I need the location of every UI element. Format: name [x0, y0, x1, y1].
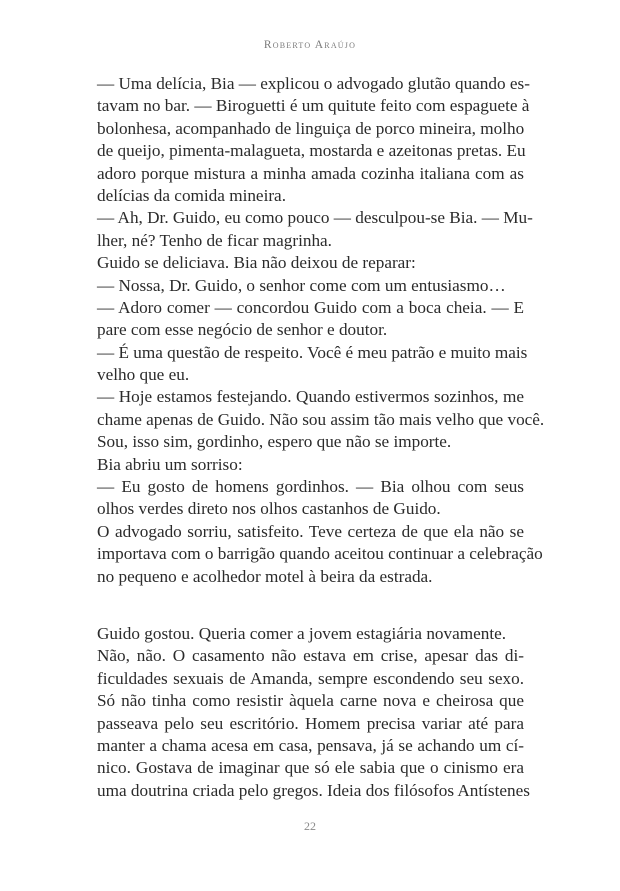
text-line: velho que eu. — [97, 365, 190, 385]
text-line: — Hoje estamos festejando. Quando estivermos sozinhos, me — [97, 387, 524, 407]
text-block-dialogue — [97, 73, 545, 588]
running-head: Roberto Araújo — [263, 39, 357, 51]
text-line: chame apenas de Guido. Não sou assim tão mais velho que você. — [97, 409, 545, 429]
text-line: Sou, isso sim, gordinho, espero que não se importe. — [97, 432, 452, 452]
text-line: — Ah, Dr. Guido, eu como pouco — desculpou-se Bia. — Mu- — [97, 208, 533, 228]
text-line: no pequeno e acolhedor motel à beira da estrada. — [97, 566, 433, 586]
text-line: Bia abriu um sorriso: — [97, 454, 243, 474]
text-line: nico. Gostava de imaginar que só ele sabia que o cinismo era — [97, 758, 524, 778]
text-line: importava com o barrigão quando aceitou continuar a celebração — [97, 544, 543, 564]
text-line: delícias da comida mineira. — [97, 185, 286, 205]
text-line: Não, não. O casamento não estava em crise, apesar das di- — [97, 646, 524, 666]
text-line: tavam no bar. — Biroguetti é um quitute feito com espaguete à — [97, 96, 530, 116]
text-line: — Eu gosto de homens gordinhos. — Bia olhou com seus — [97, 477, 524, 497]
text-line: — É uma questão de respeito. Você é meu patrão e muito mais — [97, 342, 528, 362]
text-line: pare com esse negócio de senhor e doutor. — [97, 320, 388, 340]
text-line: — Nossa, Dr. Guido, o senhor come com um entusiasmo… — [97, 275, 506, 295]
text-line: de queijo, pimenta-malagueta, mostarda e azeitonas pretas. Eu — [97, 141, 526, 161]
page-number: 22 — [304, 819, 316, 833]
text-line: bolonhesa, acompanhado de linguiça de porco mineira, molho — [97, 118, 525, 138]
text-block-narration — [97, 623, 530, 802]
text-line: olhos verdes direto nos olhos castanhos de Guido. — [97, 499, 441, 519]
text-line: Guido se deliciava. Bia não deixou de reparar: — [97, 253, 416, 273]
text-line: uma doutrina criada pelo gregos. Ideia dos filósofos Antístenes — [97, 780, 530, 800]
text-line: manter a chama acesa em casa, pensava, já se achando um cí- — [97, 735, 524, 755]
text-line: lher, né? Tenho de ficar magrinha. — [97, 230, 332, 250]
text-line: Guido gostou. Queria comer a jovem estagiária novamente. — [97, 624, 507, 643]
text-line: — Adoro comer — concordou Guido com a boca cheia. — E — [97, 297, 524, 317]
text-line: O advogado sorriu, satisfeito. Teve certeza de que ela não se — [97, 521, 524, 541]
text-line: — Uma delícia, Bia — explicou o advogado glutão quando es- — [97, 74, 530, 93]
text-line: adoro porque mistura a minha amada cozinha italiana com as — [97, 163, 524, 183]
text-line: Só não tinha como resistir àquela carne nova e cheirosa que — [97, 691, 524, 711]
text-line: ficuldades sexuais de Amanda, sempre escondendo seu sexo. — [97, 668, 524, 688]
text-line: passeava pelo seu escritório. Homem precisa variar até para — [97, 713, 524, 733]
